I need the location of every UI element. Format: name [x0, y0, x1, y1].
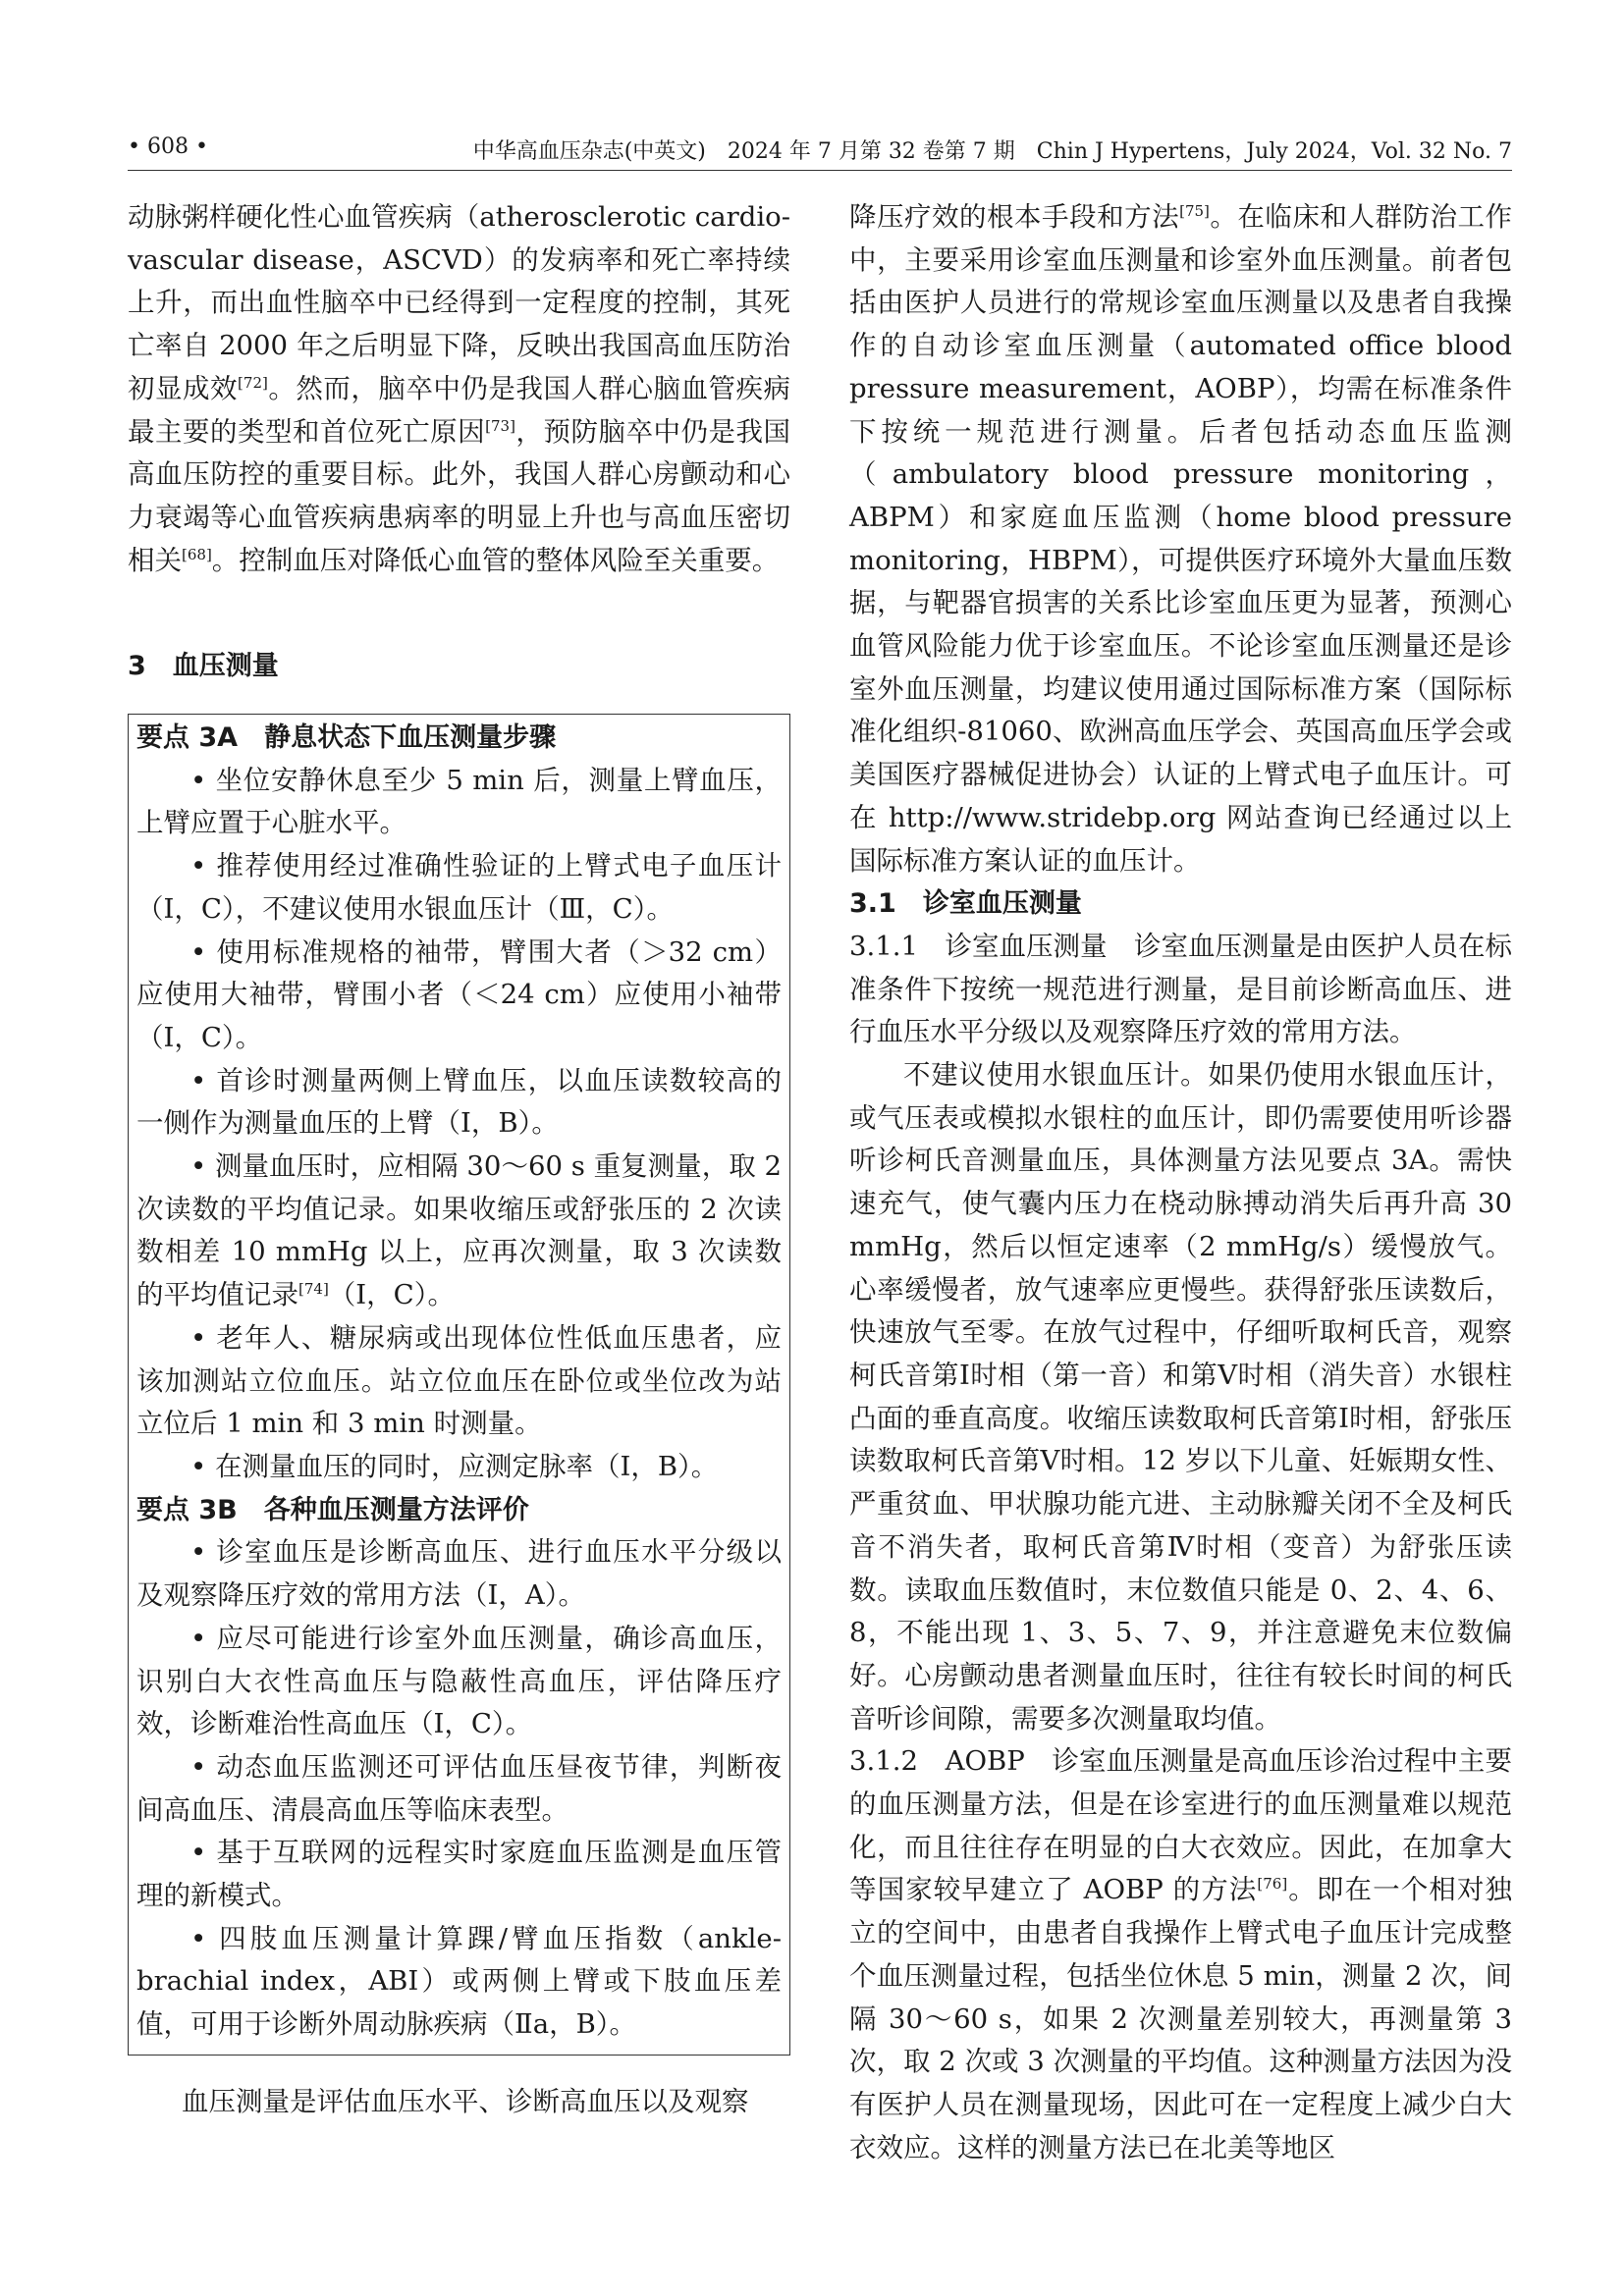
citation-ref: [72]	[238, 373, 268, 392]
key-point-item: • 推荐使用经过准确性验证的上臂式电子血压计（Ⅰ，C），不建议使用水银血压计（Ⅲ，C）。	[136, 850, 782, 925]
key-point-item: • 在测量血压的同时，应测定脉率（Ⅰ，B）。	[190, 1450, 719, 1482]
key-point-item: • 诊室血压是诊断高血压、进行血压水平分级以及观察降压疗效的常用方法（Ⅰ，A）。	[136, 1536, 782, 1612]
body-paragraph: 不建议使用水银血压计。如果仍使用水银血压计，或气压表或模拟水银柱的血压计，即仍需要使用听诊器听诊柯氏音测量血压，具体测量方法见要点 3A。需快速充气，使气囊内压力在桡动脉搏动消失后再升高 30 mmHg，然后以恒定速率（2 mmHg/s）缓慢放气。心率缓慢者，放气速率应更慢些。获得舒张压读数后，快速放气至零。在放气过程中，仔细听取柯氏音，观察柯氏音第Ⅰ时相（第一音）和第Ⅴ时相（消失音）水银柱凸面的垂直高度。收缩压读数取柯氏音第Ⅰ时相，舒张压读数取柯氏音第Ⅴ时相。12 岁以下儿童、妊娠期女性、严重贫血、甲状腺功能亢进、主动脉瓣关闭不全及柯氏音不消失者，取柯氏音第Ⅳ时相（变音）为舒张压读数。读取血压数值时，末位数值只能是 0、2、4、6、8，不能出现 1、3、5、7、9，并注意避免末位数偏好。心房颤动患者测量血压时，往往有较长时间的柯氏音听诊间隙，需要多次测量取均值。	[849, 1059, 1512, 1735]
citation-ref: [68]	[182, 545, 212, 563]
citation-ref: [76]	[1257, 1875, 1288, 1894]
intro-paragraph: 动脉粥样硬化性心血管疾病（atherosclerotic cardio-vascular disease，ASCVD）的发病率和死亡率持续上升，而出血性脑卒中已经得到一定程度的控制，其死亡率自 2000 年之后明显下降，反映出我国高血压防治初显成效[72]。然而，脑卒中仍是我国人群心脑血管疾病最主要的类型和首位死亡原因[73]，预防脑卒中仍是我国高血压防控的重要目标。此外，我国人群心房颤动和心力衰竭等心血管疾病患病率的明显上升也与高血压密切相关[68]。控制血压对降低心血管的整体风险至关重要。	[128, 201, 791, 576]
citation-ref: [73]	[485, 416, 515, 435]
section-heading: 3 血压测量	[128, 651, 279, 682]
key-point-item: • 动态血压监测还可评估血压昼夜节律，判断夜间高血压、清晨高血压等临床表型。	[136, 1750, 782, 1826]
key-point-item: • 坐位安静休息至少 5 min 后，测量上臂血压，上臂应置于心脏水平。	[136, 764, 782, 839]
key-point-item: • 使用标准规格的袖带，臂围大者（＞32 cm）应使用大袖带，臂围小者（＜24 cm）应使用小袖带（Ⅰ，C）。	[136, 935, 782, 1053]
key-point-item: • 测量血压时，应相隔 30～60 s 重复测量，取 2 次读数的平均值记录。如果收缩压或舒张压的 2 次读数相差 10 mmHg 以上，应再次测量，取 3 次读数的平均值记录[74]（Ⅰ，C）。	[136, 1150, 782, 1311]
key-point-title-3b: 要点 3B 各种血压测量方法评价	[136, 1494, 529, 1525]
body-paragraph-3-1-2: 3.1.2 AOBP 诊室血压测量是高血压诊治过程中主要的血压测量方法，但是在诊室进行的血压测量难以规范化，而且往往存在明显的白大衣效应。因此，在加拿大等国家较早建立了 AOBP 的方法[76]。即在一个相对独立的空间中，由患者自我操作上臂式电子血压计完成整个血压测量过程，包括坐位休息 5 min，测量 2 次，间隔 30～60 s，如果 2 次测量差别较大，再测量第 3 次，取 2 次或 3 次测量的平均值。这种测量方法因为没有医护人员在测量现场，因此可在一定程度上减少白大衣效应。这样的测量方法已在北美等地区	[849, 1745, 1513, 2163]
citation-ref: [74]	[298, 1280, 329, 1299]
body-paragraph: 降压疗效的根本手段和方法[75]。在临床和人群防治工作中，主要采用诊室血压测量和诊室外血压测量。前者包括由医护人员进行的常规诊室血压测量以及患者自我操作的自动诊室血压测量（automated office blood pressure measurement，AOBP），均需在标准条件下按统一规范进行测量。后者包括动态血压监测（ambulatory blood pressure monitoring，ABPM）和家庭血压监测（home blood pressure monitoring，HBPM），可提供医疗环境外大量血压数据，与靶器官损害的关系比诊室血压更为显著，预测心血管风险能力优于诊室血压。不论诊室血压测量还是诊室外血压测量，均建议使用通过国际标准方案（国际标准化组织-81060、欧洲高血压学会、英国高血压学会或美国医疗器械促进协会）认证的上臂式电子血压计。可在 http://www.stridebp.org 网站查询已经通过以上国际标准方案认证的血压计。	[849, 201, 1513, 877]
key-point-item: • 基于互联网的远程实时家庭血压监测是血压管理的新模式。	[136, 1837, 782, 1912]
left-column	[128, 196, 790, 2124]
page-header	[128, 131, 1512, 171]
running-head: 中华高血压杂志(中英文) 2024 年 7 月第 32 卷第 7 期 Chin J Hypertens，July 2024，Vol. 32 No. 7	[472, 139, 1512, 164]
key-points-box	[128, 714, 790, 2056]
key-point-item: • 应尽可能进行诊室外血压测量，确诊高血压，识别白大衣性高血压与隐蔽性高血压，评估降压疗效，诊断难治性高血压（Ⅰ，C）。	[136, 1622, 782, 1740]
body-paragraph-3-1-1: 3.1.1 诊室血压测量 诊室血压测量是由医护人员在标准条件下按统一规范进行测量，是目前诊断高血压、进行血压水平分级以及观察降压疗效的常用方法。	[849, 930, 1512, 1048]
key-point-title-3a: 要点 3A 静息状态下血压测量步骤	[136, 722, 557, 754]
citation-ref: [75]	[1179, 201, 1210, 220]
key-point-item: • 四肢血压测量计算踝/臂血压指数（ankle-brachial index，ABI）或两侧上臂或下肢血压差值，可用于诊断外周动脉疾病（Ⅱa，B）。	[136, 1922, 782, 2041]
key-point-item: • 老年人、糖尿病或出现体位性低血压患者，应该加测站立位血压。站立位血压在卧位或坐位改为站立位后 1 min 和 3 min 时测量。	[136, 1321, 782, 1440]
body-paragraph: 血压测量是评估血压水平、诊断高血压以及观察	[182, 2085, 749, 2117]
page-number: • 608 •	[128, 134, 208, 159]
key-point-item: • 首诊时测量两侧上臂血压，以血压读数较高的一侧作为测量血压的上臂（Ⅰ，B）。	[136, 1064, 782, 1140]
subsection-heading: 3.1 诊室血压测量	[849, 888, 1082, 920]
right-column	[849, 196, 1512, 2169]
